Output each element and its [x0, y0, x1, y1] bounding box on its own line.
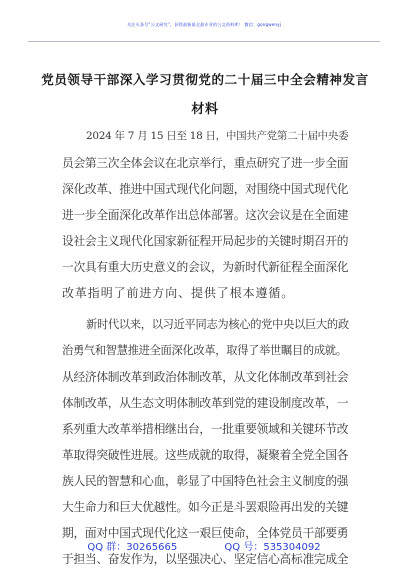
paragraph-1-line-6: 一次具有重大历史意义的会议，为新时代新征程全面深化: [62, 260, 349, 274]
paragraph-1-line-1: 2024 年 7 月 15 日至 18 日，中国共产党第二十届中央委: [86, 130, 349, 142]
document-title-line-1: 党员领导干部深入学习贯彻党的二十届三中全会精神发言: [41, 72, 369, 87]
paragraph-2-line-9: 期，面对中国式现代化这一艰巨使命，全体党员干部要勇: [62, 526, 349, 540]
paragraph-2-line-6: 革取得突破性进展。这些成就的取得，凝聚着全党全国各: [62, 448, 349, 462]
header-banner: 关注头条号“公文研究”，获得最新最全最专业的公文资料库！ 微信：gongwenyj: [126, 22, 282, 27]
paragraph-1-line-7: 改革指明了前进方向、提供了根本遵循。: [62, 286, 295, 300]
qq-group-number: QQ 群：30265665: [87, 542, 178, 553]
paragraph-1-line-2: 员会第三次全体会议在北京举行，重点研究了进一步全面: [62, 156, 349, 170]
paragraph-1-line-3: 深化改革、推进中国式现代化问题，对围绕中国式现代化: [62, 182, 349, 196]
qq-number: QQ 号：535304092: [224, 542, 321, 553]
paragraph-2-line-10: 于担当、奋发作为，以坚强决心、坚定信心高标准完成全: [62, 552, 349, 566]
paragraph-2-line-8: 大生命力和巨大优越性。如今正是斗罢艰险再出发的关键: [62, 500, 349, 514]
paragraph-1-line-5: 设社会主义现代化国家新征程开局起步的关键时期召开的: [62, 234, 349, 248]
paragraph-2-line-1: 新时代以来，以习近平同志为核心的党中央以巨大的政: [86, 318, 349, 331]
paragraph-1-line-4: 进一步全面深化改革作出总体部署。这次会议是在全面建: [62, 208, 349, 222]
paragraph-2-line-5: 系列重大改革举措相继出台，一批重要领域和关键环节改: [62, 422, 349, 436]
paragraph-2-line-2: 治勇气和智慧推进全面深化改革，取得了举世瞩目的成就。: [62, 344, 347, 357]
paragraph-2-line-7: 族人民的智慧和心血，彰显了中国特色社会主义制度的强: [62, 474, 349, 488]
paragraph-2-line-4: 体制改革，从生态文明体制改革到党的建设制度改革，一: [62, 396, 349, 410]
footer-contact: [0, 538, 408, 553]
paragraph-2-line-3: 从经济体制改革到政治体制改革，从文化体制改革到社会: [62, 370, 349, 384]
header-divider: [28, 41, 380, 42]
document-title-line-2: 材料: [191, 102, 219, 117]
